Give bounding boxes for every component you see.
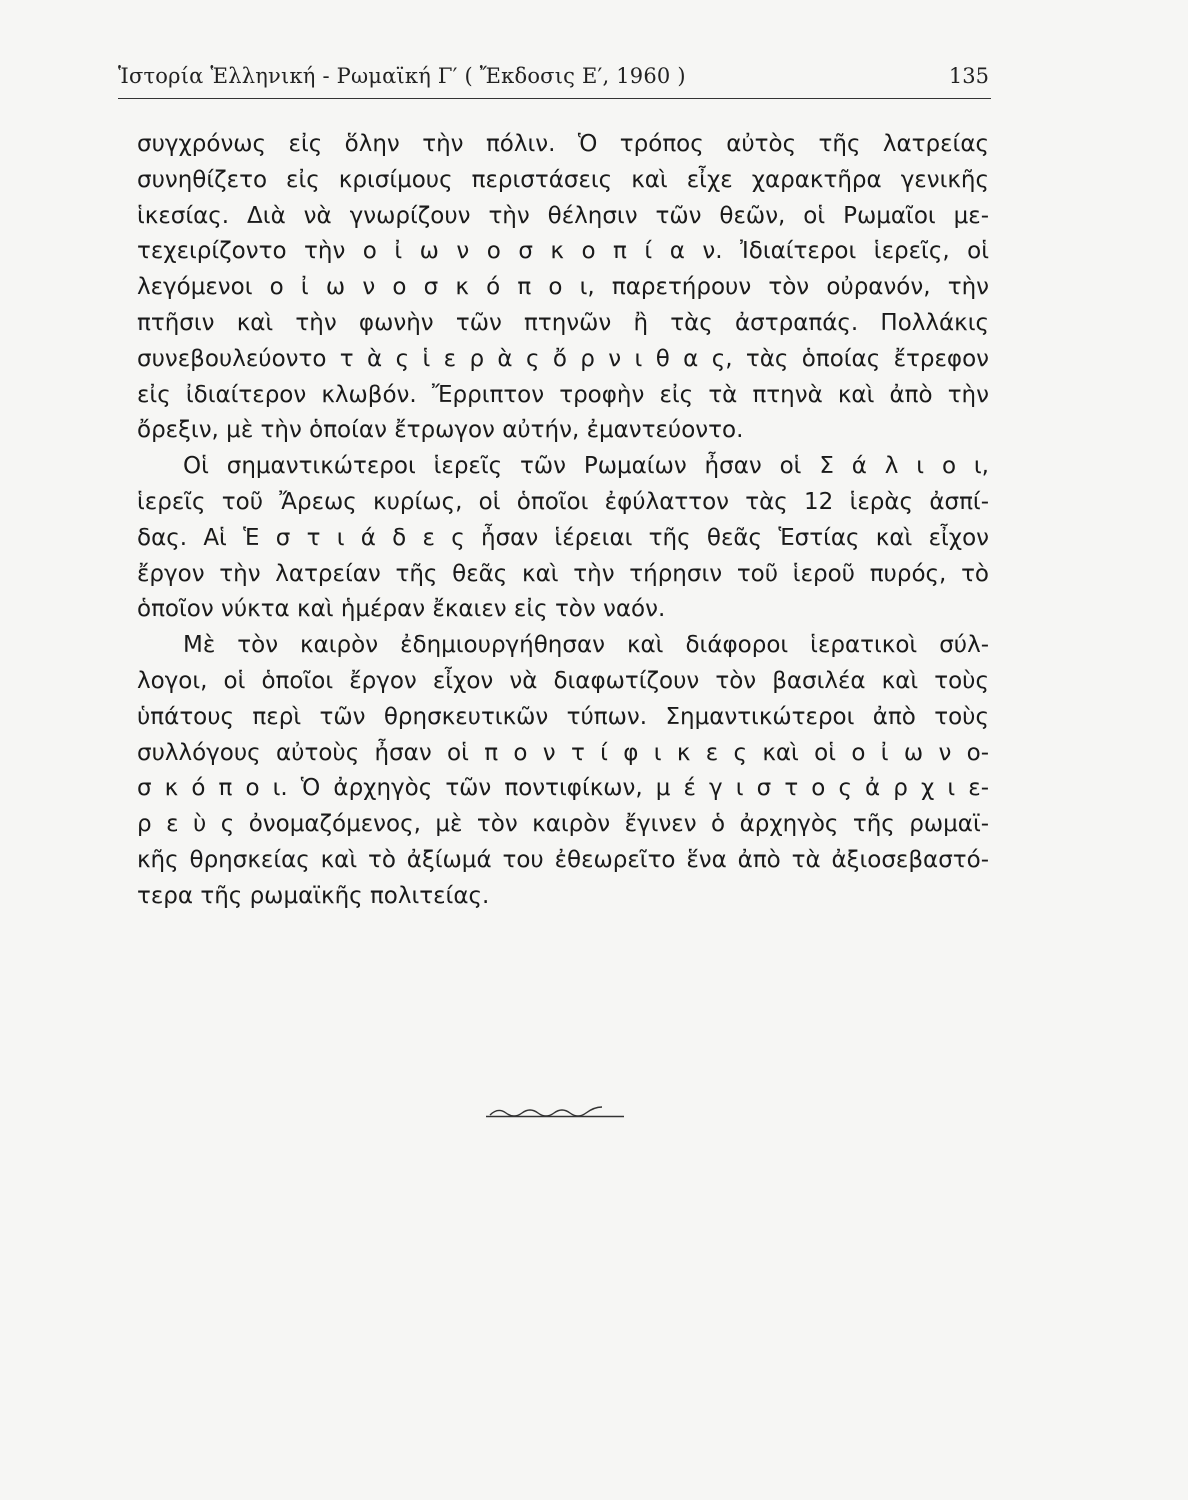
end-ornament <box>484 1104 626 1118</box>
text-line: συλλόγους αὐτοὺς ἦσαν οἱ π ο ν τ ί φ ι κ ε ς καὶ οἱ ο ἰ ω ν ο- <box>137 739 989 766</box>
page-number: 135 <box>948 64 989 88</box>
running-title: Ἱστορία Ἑλληνική - Ρωμαϊκή Γ′ ( Ἔκδοσις Ε′, 1960 ) <box>118 64 686 88</box>
text-line: σ κ ό π ο ι. Ὁ ἀρχηγὸς τῶν ποντιφίκων, μ έ γ ι σ τ ο ς ἀ ρ χ ι ε- <box>137 775 989 802</box>
text-line: συγχρόνως εἰς ὅλην τὴν πόλιν. Ὁ τρόπος αὐτὸς τῆς λατρείας <box>137 131 989 157</box>
text-line: Οἱ σημαντικώτεροι ἱερεῖς τῶν Ρωμαίων ἦσαν οἱ Σ ά λ ι ο ι, <box>183 453 989 480</box>
text-line: Μὲ τὸν καιρὸν ἐδημιουργήθησαν καὶ διάφοροι ἱερατικοὶ σύλ- <box>183 632 989 659</box>
text-line: ὑπάτους περὶ τῶν θρησκευτικῶν τύπων. Σημαντικώτεροι ἀπὸ τοὺς <box>137 703 989 730</box>
text-line: δας. Αἱ Ἑ σ τ ι ά δ ε ς ἦσαν ἱέρειαι τῆς θεᾶς Ἑστίας καὶ εἶχον <box>137 524 989 551</box>
text-line: συνηθίζετο εἰς κρισίμους περιστάσεις καὶ εἶχε χαρακτῆρα γενικῆς <box>137 166 989 193</box>
text-line: ἔργον τὴν λατρείαν τῆς θεᾶς καὶ τὴν τήρησιν τοῦ ἱεροῦ πυρός, τὸ <box>137 560 989 587</box>
text-line: τεχειρίζοντο τὴν ο ἰ ω ν ο σ κ ο π ί α ν. Ἰδιαίτεροι ἱερεῖς, οἱ <box>137 238 989 265</box>
text-line: κῆς θρησκείας καὶ τὸ ἀξίωμά του ἐθεωρεῖτο ἕνα ἀπὸ τὰ ἀξιοσεβαστό- <box>137 846 989 873</box>
paragraph <box>137 449 989 628</box>
text-line: ρ ε ὺ ς ὀνομαζόμενος, μὲ τὸν καιρὸν ἔγινεν ὁ ἀρχηγὸς τῆς ρωμαϊ- <box>137 811 989 838</box>
text-line: ὄρεξιν, μὲ τὴν ὁποίαν ἔτρωγον αὐτήν, ἐμαντεύοντο. <box>137 417 744 444</box>
text-line: ἱκεσίας. Διὰ νὰ γνωρίζουν τὴν θέλησιν τῶν θεῶν, οἱ Ρωμαῖοι με- <box>137 202 989 229</box>
text-line: λεγόμενοι ο ἰ ω ν ο σ κ ό π ο ι, παρετήρουν τὸν οὐρανόν, τὴν <box>137 274 989 301</box>
text-line: τερα τῆς ρωμαϊκῆς πολιτείας. <box>137 882 490 909</box>
page-header <box>118 64 991 98</box>
paragraph <box>137 127 989 449</box>
text-line: εἰς ἰδιαίτερον κλωβόν. Ἔρριπτον τροφὴν εἰς τὰ πτηνὰ καὶ ἀπὸ τὴν <box>137 381 989 408</box>
paragraph <box>137 628 989 914</box>
text-line: πτῆσιν καὶ τὴν φωνὴν τῶν πτηνῶν ἢ τὰς ἀστραπάς. Πολλάκις <box>137 309 989 336</box>
body-text <box>137 127 989 915</box>
text-line: συνεβουλεύοντο τ ὰ ς ἱ ε ρ ὰ ς ὄ ρ ν ι θ α ς, τὰς ὁποίας ἔτρεφον <box>137 345 989 372</box>
text-line: λογοι, οἱ ὁποῖοι ἔργον εἶχον νὰ διαφωτίζουν τὸν βασιλέα καὶ τοὺς <box>137 667 989 694</box>
text-line: ὁποῖον νύκτα καὶ ἡμέραν ἔκαιεν εἰς τὸν ναόν. <box>137 596 666 623</box>
text-line: ἱερεῖς τοῦ Ἄρεως κυρίως, οἱ ὁποῖοι ἐφύλαττον τὰς 12 ἱερὰς ἀσπί- <box>137 488 989 515</box>
header-rule <box>118 98 991 99</box>
